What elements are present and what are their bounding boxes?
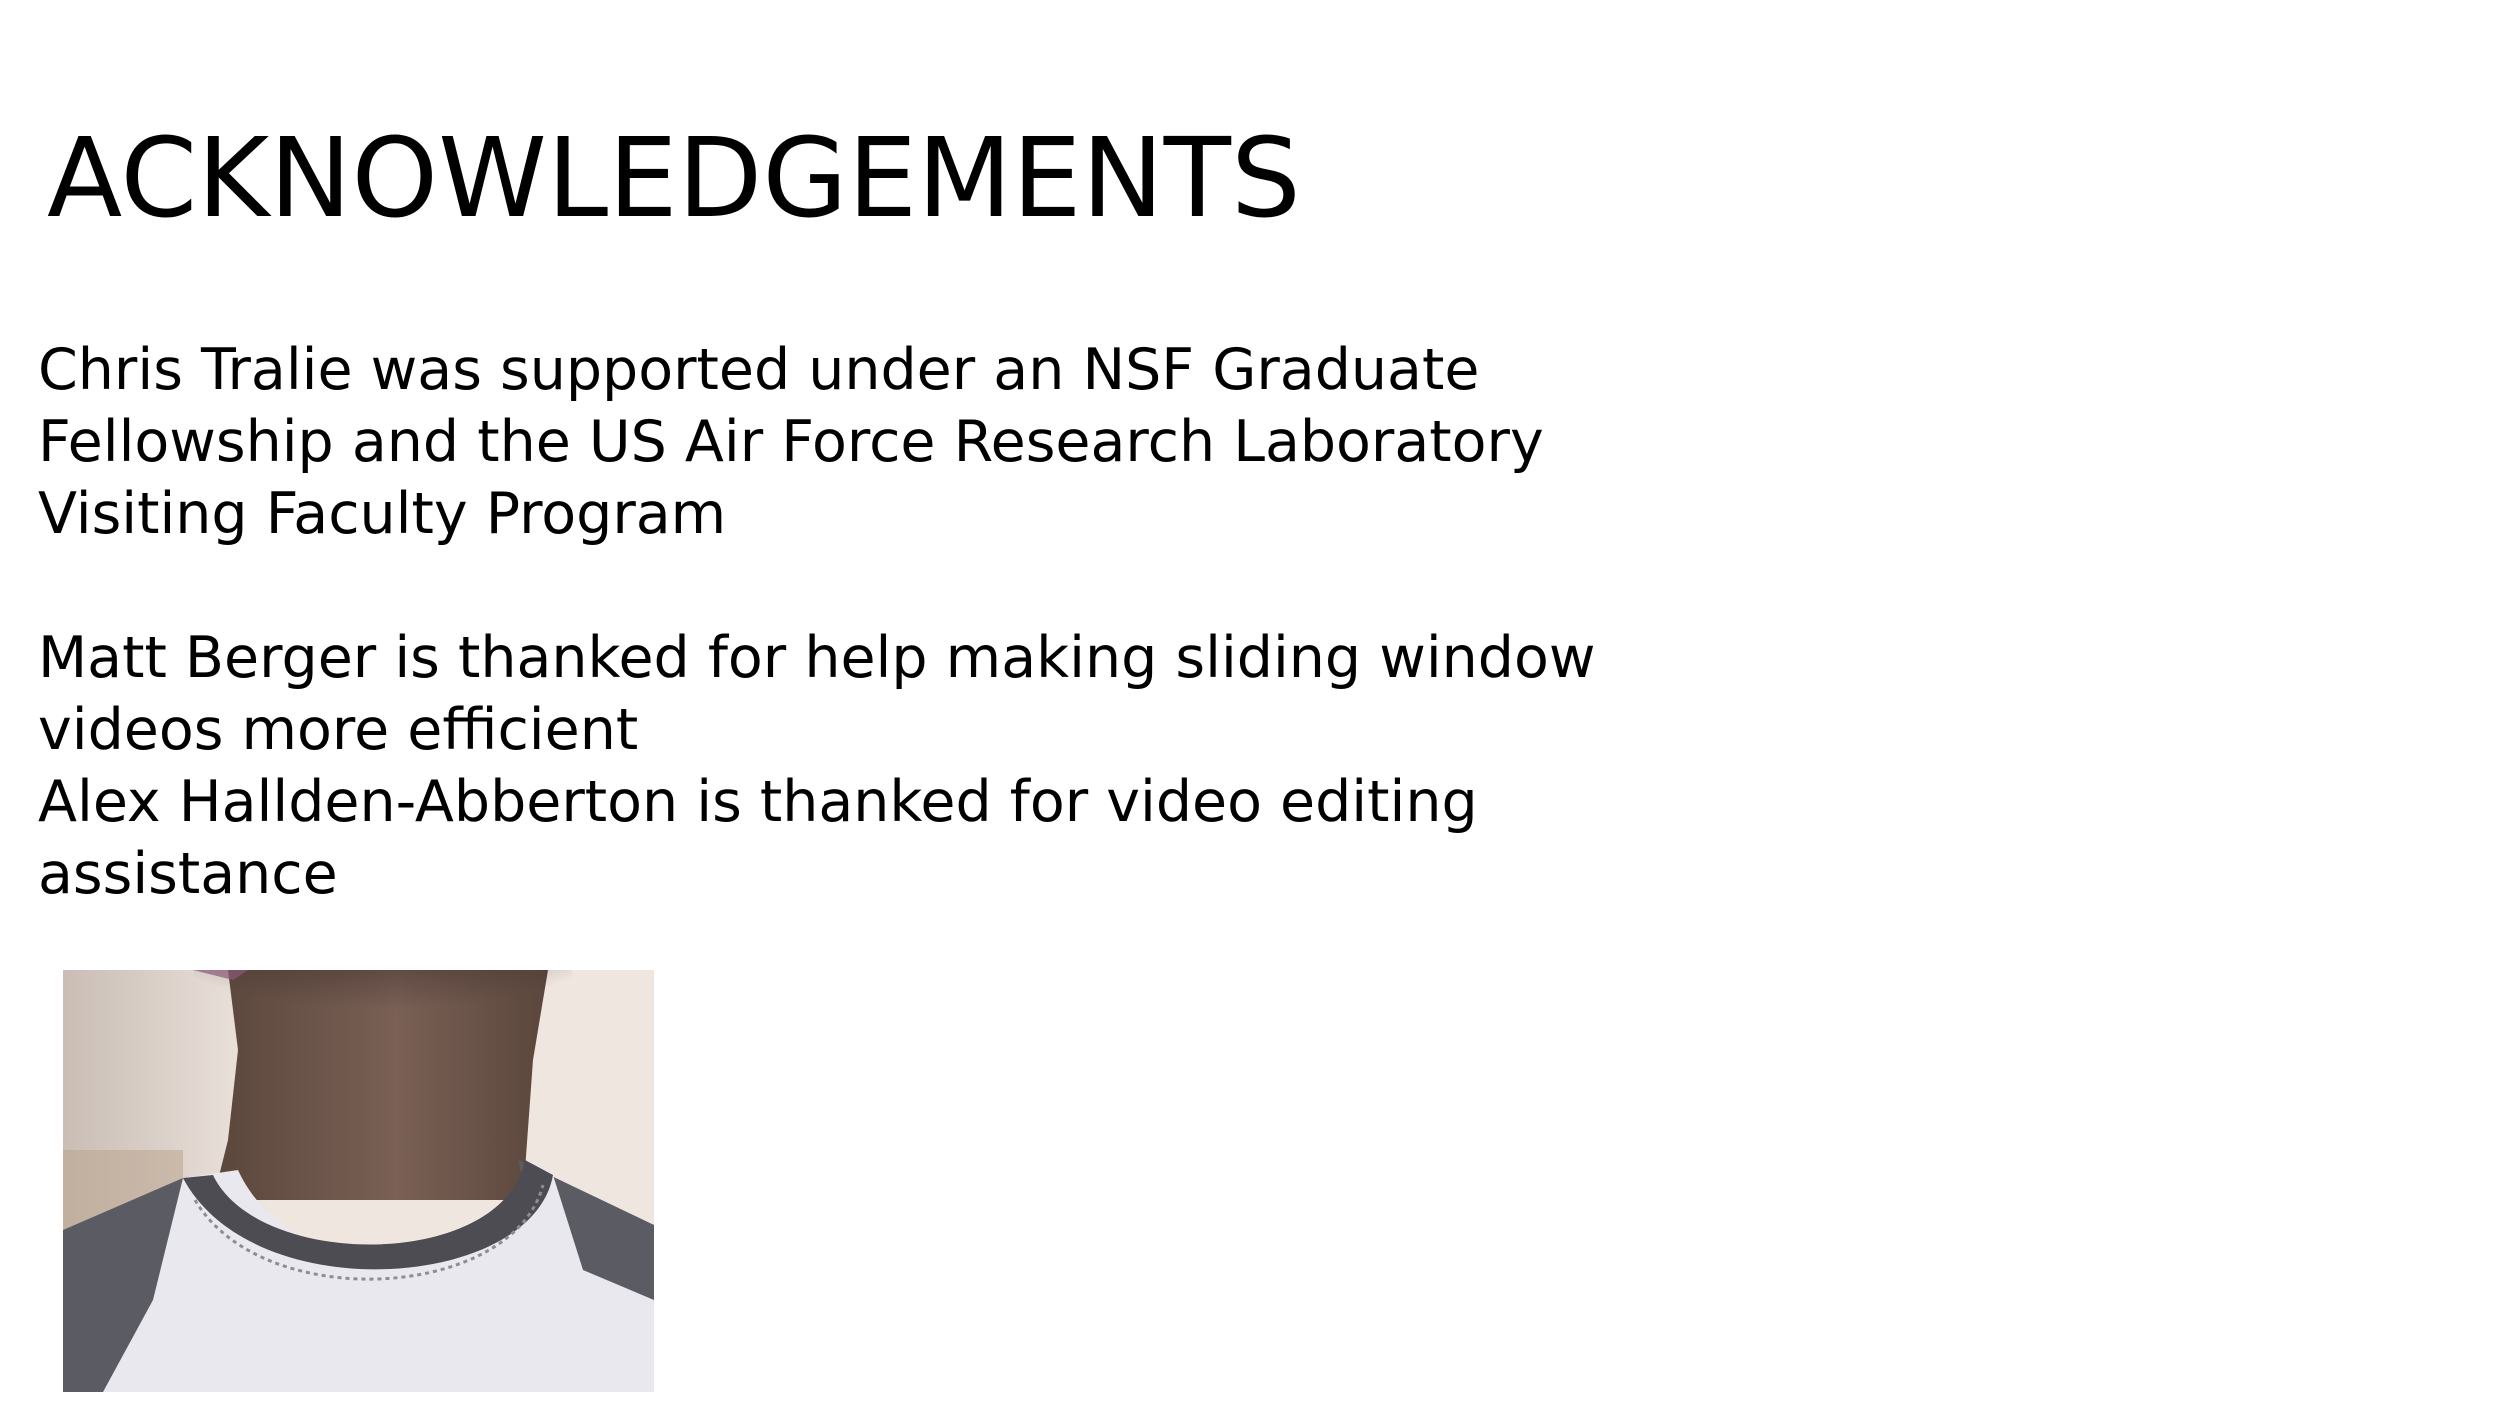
slide-body [38,334,1738,910]
text-line: Fellowship and the US Air Force Research Laboratory [38,409,1544,475]
text-line: Chris Tralie was supported under an NSF Graduate [38,337,1480,403]
neck-video-frame [63,970,654,1392]
text-line: Matt Berger is thanked for help making sliding window [38,625,1596,691]
acknowledgement-paragraph [38,334,1738,550]
acknowledgement-paragraph [38,622,1738,910]
text-line: Visiting Faculty Program [38,481,727,547]
paragraph-spacer [38,550,1738,622]
slide-title: ACKNOWLEDGEMENTS [47,114,1301,242]
text-line: Alex Hallden-Abberton is thanked for video editing [38,769,1478,835]
video-thumbnail[interactable] [63,970,654,1392]
text-line: videos more efficient [38,697,639,763]
text-line: assistance [38,841,338,907]
